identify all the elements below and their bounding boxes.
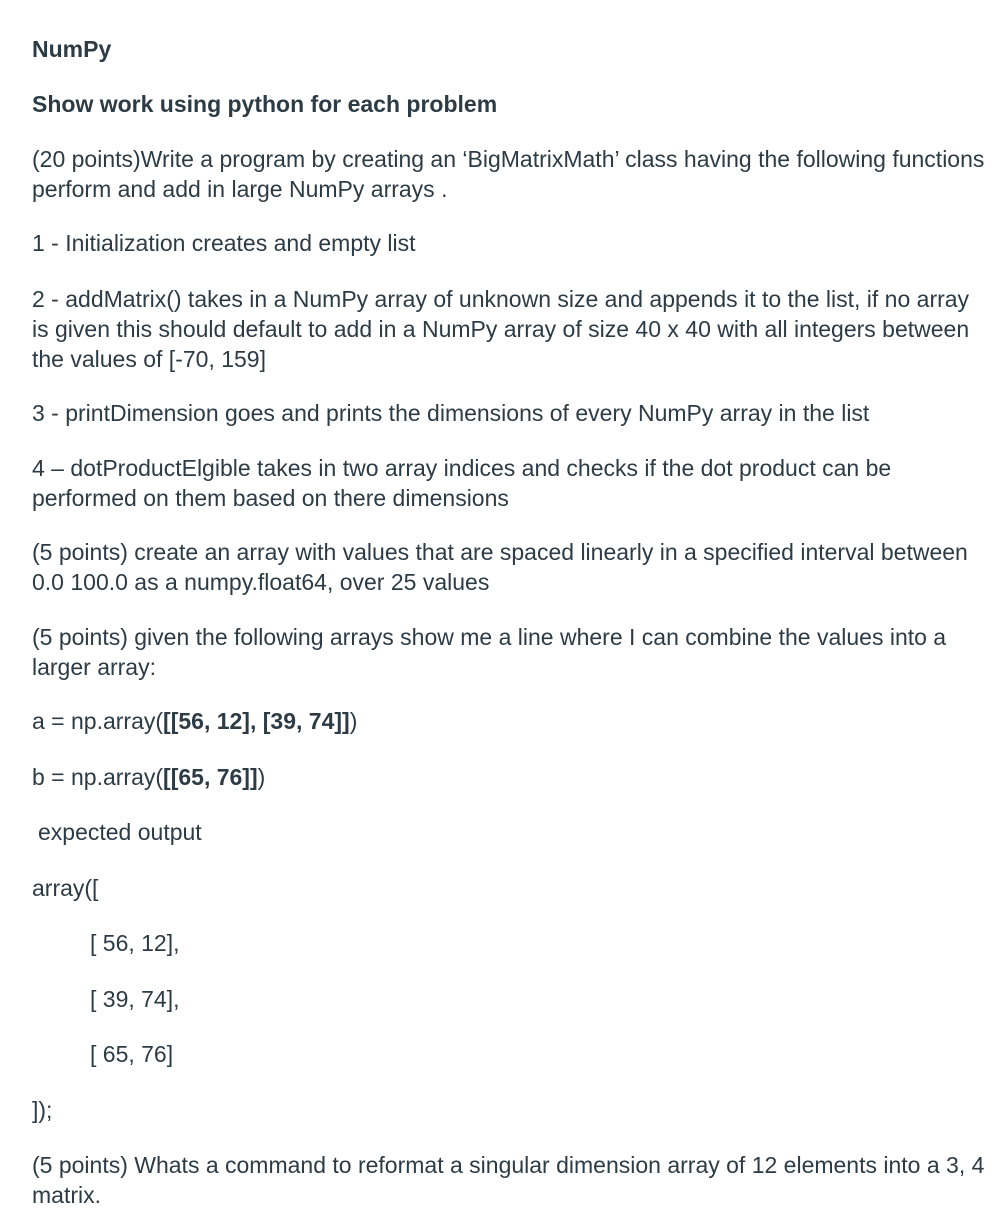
instruction-heading: Show work using python for each problem [32, 91, 498, 117]
array-a-code [32, 706, 357, 736]
array-b-values: [[65, 76]] [163, 764, 258, 790]
array-b-prefix: b = np.array( [32, 764, 164, 790]
problem3-text: (5 points) given the following arrays show me a line where I can combine the values into a larger array: [32, 624, 947, 680]
problem1-item3: 3 - printDimension goes and prints the dimensions of every NumPy array in the list [32, 400, 870, 426]
problem1-item4: 4 – dotProductElgible takes in two array indices and checks if the dot product can be performed on them based on there dimensions [32, 455, 892, 511]
array-close: ]); [32, 1097, 53, 1123]
array-b-suffix: ) [257, 764, 266, 790]
output-row-1: [ 56, 12], [90, 930, 180, 956]
problem1-item1: 1 - Initialization creates and empty list [32, 230, 416, 256]
array-open: array([ [32, 875, 99, 901]
page-title: NumPy [32, 36, 112, 62]
expected-output-label: expected output [38, 819, 202, 845]
output-row-3: [ 65, 76] [90, 1041, 174, 1067]
array-a-suffix: ) [349, 708, 358, 734]
output-row-2: [ 39, 74], [90, 986, 180, 1012]
array-b-code [32, 762, 265, 792]
problem4-text: (5 points) Whats a command to reformat a singular dimension array of 12 elements into a 3, 4 matrix. [32, 1152, 985, 1208]
array-a-values: [[56, 12], [39, 74]] [163, 708, 350, 734]
problem2-text: (5 points) create an array with values that are spaced linearly in a specified interval between 0.0 100.0 as a numpy.float64, over 25 values [32, 539, 968, 595]
array-a-prefix: a = np.array( [32, 708, 164, 734]
problem1-item2: 2 - addMatrix() takes in a NumPy array of unknown size and appends it to the list, if no array is given this should default to add in a NumPy array of size 40 x 40 with all integers between the values of [-70, 159] [32, 286, 970, 372]
problem1-intro: (20 points)Write a program by creating an ‘BigMatrixMath’ class having the following functions perform and add in large NumPy arrays . [32, 146, 985, 202]
